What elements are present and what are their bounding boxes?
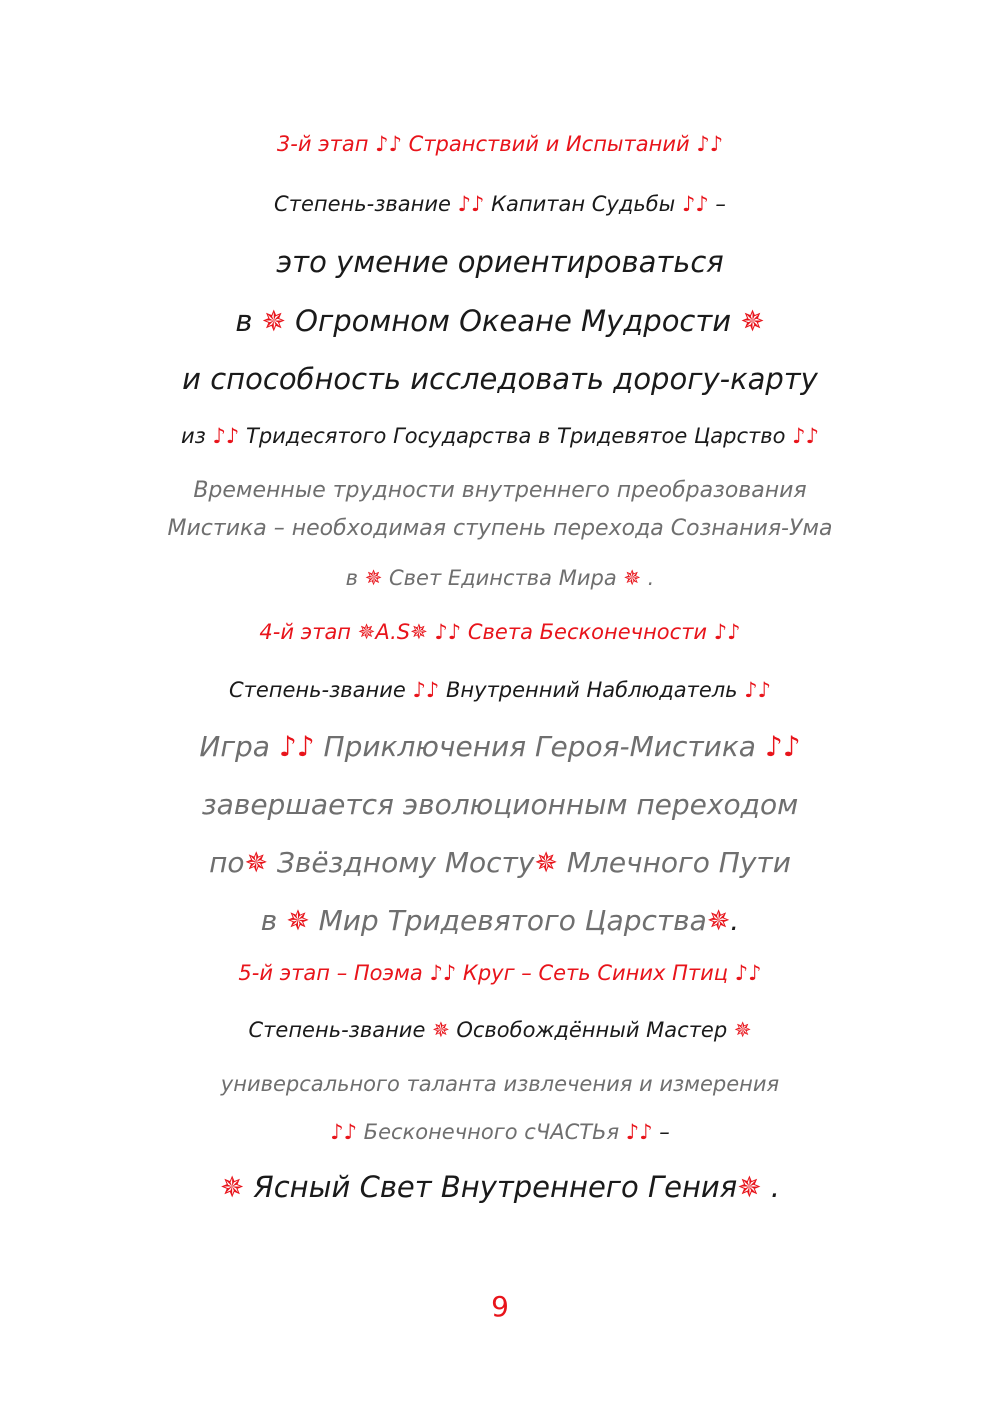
- text: Свет Единства Мира: [382, 566, 624, 590]
- text: Огромном Океане Мудрости: [285, 304, 741, 338]
- text: из: [181, 424, 213, 448]
- stage-3-line-4: [0, 424, 1000, 448]
- text: Капитан Судьбы: [484, 192, 682, 216]
- double-note-icon: ♪♪: [457, 192, 485, 216]
- text: .: [761, 1170, 780, 1204]
- text: 4-й этап: [259, 620, 358, 644]
- text: завершается эволюционным переходом: [201, 788, 799, 821]
- text: и способность исследовать дорогу-карту: [182, 362, 818, 396]
- text: Тридесятого Государства в Тридевятое Царство: [239, 424, 793, 448]
- star-icon: ✵: [410, 620, 428, 644]
- text: .: [730, 904, 740, 937]
- double-note-icon: ♪♪: [744, 678, 772, 702]
- text: Круг – Сеть Синих Птиц: [456, 961, 735, 985]
- double-note-icon: ♪♪: [792, 424, 819, 448]
- text: 3-й этап: [276, 132, 376, 156]
- stage-4-line-3: [0, 846, 1000, 879]
- double-note-icon: ♪♪: [625, 1120, 653, 1144]
- stage-3-note-2: [0, 516, 1000, 541]
- page-number: 9: [491, 1290, 509, 1323]
- star-icon: ✵: [432, 1018, 450, 1042]
- stage-4-rank: [0, 678, 1000, 702]
- double-note-icon: ♪♪: [330, 1120, 357, 1144]
- text: [428, 620, 435, 644]
- star-icon: ✵: [534, 846, 558, 879]
- stage-5-heading: [0, 961, 1000, 985]
- text: A.S: [375, 620, 411, 644]
- text: Света Бесконечности: [461, 620, 714, 644]
- double-note-icon: ♪♪: [713, 620, 741, 644]
- text: универсального таланта извлечения и измерения: [220, 1072, 780, 1096]
- star-icon: ✵: [706, 904, 731, 937]
- text: в: [260, 904, 287, 937]
- text: –: [708, 192, 726, 216]
- star-icon: ✵: [740, 304, 765, 338]
- text: Ясный Свет Внутреннего Гения: [244, 1170, 738, 1204]
- stage-5-note-2: [0, 1120, 1000, 1144]
- double-note-icon: ♪♪: [681, 192, 709, 216]
- stage-5-line-final: [0, 1170, 1000, 1204]
- text: Млечного Пути: [557, 846, 791, 879]
- stage-3-note-3: [0, 566, 1000, 590]
- text: Игра: [199, 730, 279, 763]
- star-icon: ✵: [623, 566, 641, 590]
- stage-3-line-1: [0, 245, 1000, 279]
- stage-5-note-1: [0, 1072, 1000, 1096]
- text: .: [640, 566, 655, 590]
- stage-3-rank: [0, 192, 1000, 216]
- text: Степень-звание: [228, 678, 413, 702]
- stage-4-line-1: [0, 730, 1000, 763]
- star-icon: ✵: [364, 566, 383, 590]
- text: –: [652, 1120, 670, 1144]
- stage-3-heading: [0, 132, 1000, 156]
- text: Мир Тридевятого Царства: [309, 904, 707, 937]
- text: Освобождённый Мастер: [449, 1018, 734, 1042]
- double-note-icon: ♪♪: [696, 132, 724, 156]
- star-icon: ✵: [286, 904, 310, 937]
- double-note-icon: ♪♪: [734, 961, 762, 985]
- double-note-icon: ♪♪: [375, 132, 402, 156]
- stage-3-note-1: [0, 478, 1000, 503]
- star-icon: ✵: [733, 1018, 752, 1042]
- text: в: [235, 304, 262, 338]
- double-note-icon: ♪♪: [764, 730, 801, 763]
- text: 5-й этап – Поэма: [238, 961, 430, 985]
- text: Внутренний Наблюдатель: [439, 678, 745, 702]
- text: в: [345, 566, 365, 590]
- text: Временные трудности внутреннего преобразования: [193, 478, 807, 503]
- double-note-icon: ♪♪: [212, 424, 240, 448]
- stage-3-line-2: [0, 304, 1000, 338]
- stage-4-line-2: [0, 788, 1000, 821]
- stage-5-rank: [0, 1018, 1000, 1042]
- double-note-icon: ♪♪: [434, 620, 462, 644]
- text: Мистика – необходимая ступень перехода Сознания-Ума: [167, 516, 833, 541]
- star-icon: ✵: [220, 1170, 245, 1204]
- double-note-icon: ♪♪: [412, 678, 440, 702]
- text: Степень-звание: [248, 1018, 433, 1042]
- double-note-icon: ♪♪: [278, 730, 315, 763]
- text: Степень-звание: [274, 192, 458, 216]
- text: Бесконечного сЧАСТЬя: [357, 1120, 626, 1144]
- text: Приключения Героя-Мистика: [314, 730, 765, 763]
- star-icon: ✵: [244, 846, 268, 879]
- text: это умение ориентироваться: [276, 245, 724, 279]
- star-icon: ✵: [737, 1170, 762, 1204]
- text: по: [209, 846, 245, 879]
- stage-4-heading: [0, 620, 1000, 644]
- star-icon: ✵: [357, 620, 376, 644]
- stage-4-line-4: [0, 904, 1000, 937]
- star-icon: ✵: [261, 304, 286, 338]
- text: Звёздному Мосту: [267, 846, 535, 879]
- double-note-icon: ♪♪: [429, 961, 457, 985]
- stage-3-line-3: [0, 362, 1000, 396]
- text: Странствий и Испытаний: [401, 132, 697, 156]
